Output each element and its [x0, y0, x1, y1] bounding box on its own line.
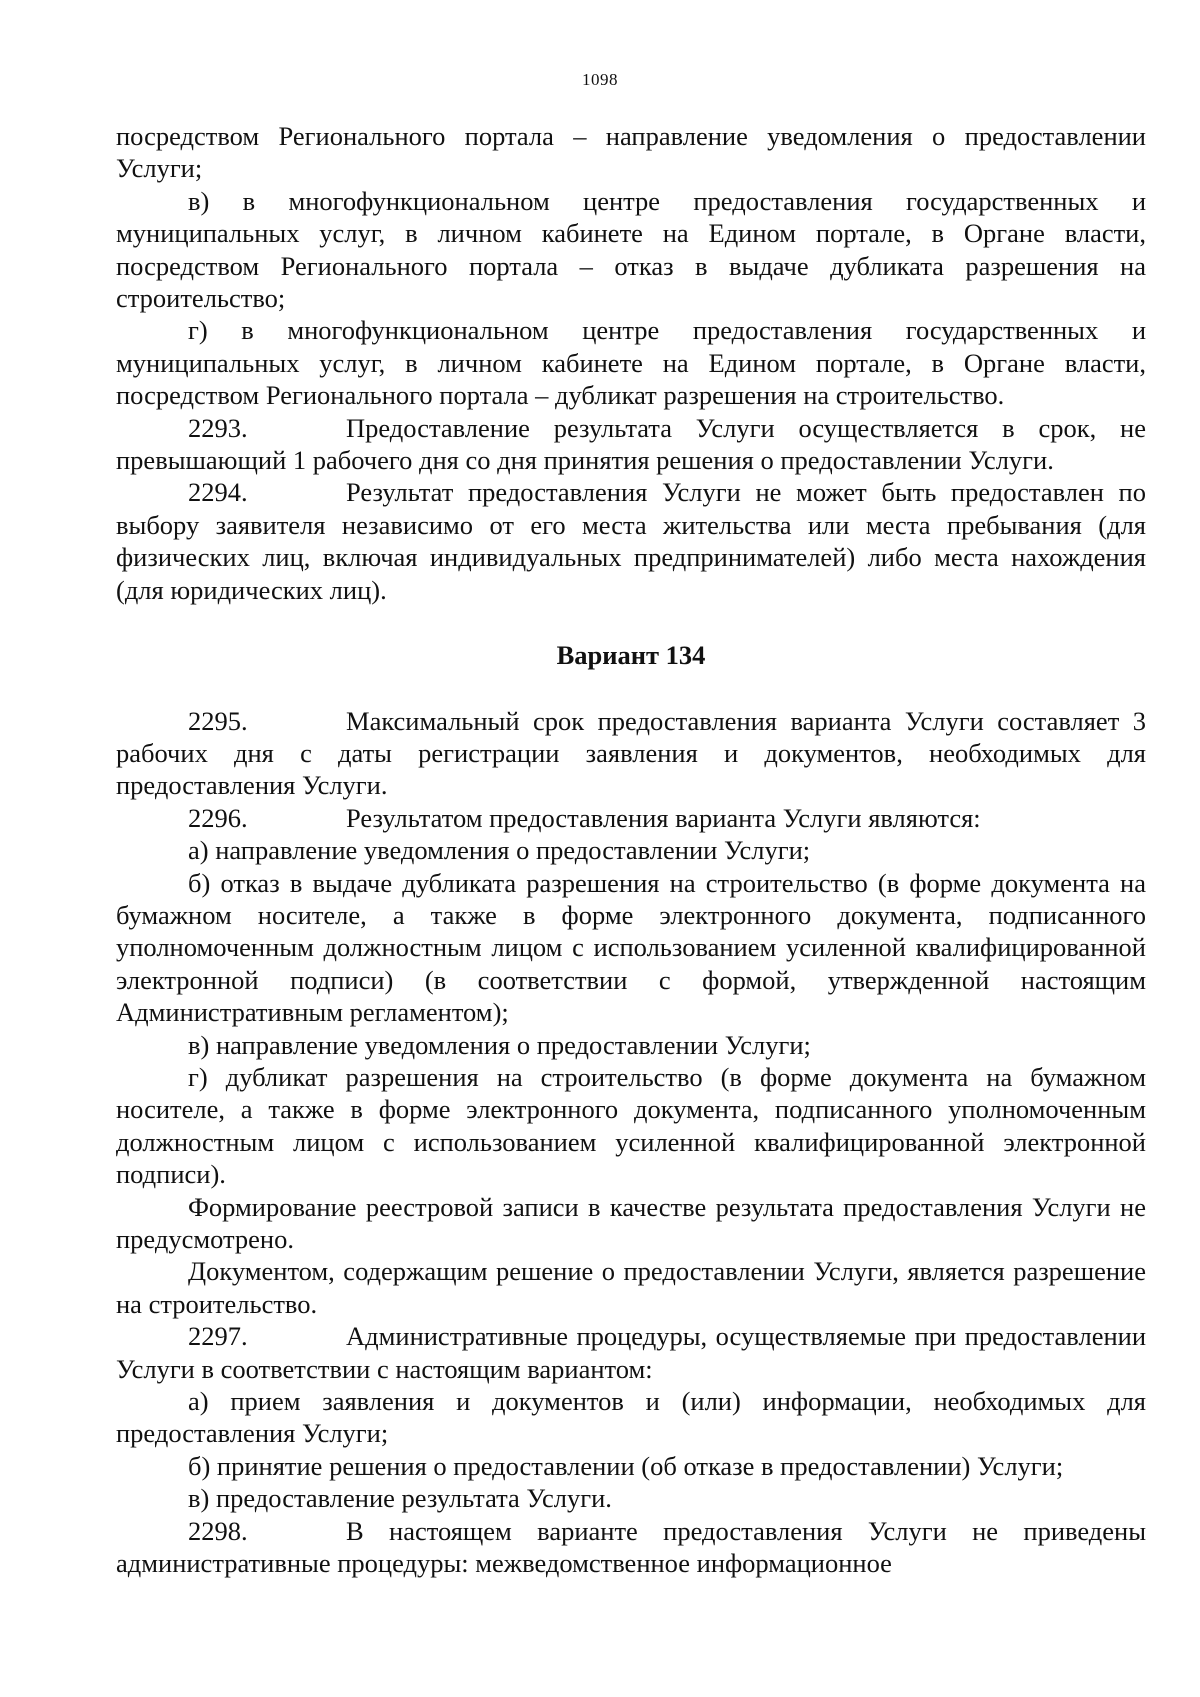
paragraph: в) направление уведомления о предоставлении Услуги;: [188, 1029, 811, 1060]
paragraph-text: Максимальный срок предоставления варианта Услуги составляет 3 рабочих дня с даты регистрации заявления и документов, необходимых для предоставления Услуги.: [116, 705, 1146, 801]
paragraph-text: Предоставление результата Услуги осуществляется в срок, не превышающий 1 рабочего дня со дня принятия решения о предоставлении Услуги.: [116, 412, 1146, 476]
numbered-paragraph: [116, 1515, 1146, 1580]
section-heading: Вариант 134: [556, 640, 706, 671]
paragraph-text: Результатом предоставления варианта Услуги являются:: [346, 802, 981, 833]
paragraph-number: 2296.: [188, 802, 248, 833]
paragraph: Документом, содержащим решение о предоставлении Услуги, является разрешение на строительство.: [116, 1256, 1146, 1319]
paragraph: г) дубликат разрешения на строительство (в форме документа на бумажном носителе, а также в форме электронного документа, подписанного уполномоченным должностным лицом с использованием усиленной квалифицированной электронной подписи).: [116, 1061, 1146, 1190]
numbered-paragraph: [116, 802, 1146, 834]
paragraph-text: Административные процедуры, осуществляемые при предоставлении Услуги в соответствии с настоящим вариантом:: [116, 1321, 1146, 1384]
paragraph: а) прием заявления и документов и (или) информации, необходимых для предоставления Услуги;: [116, 1386, 1146, 1449]
paragraph-number: 2298.: [188, 1515, 248, 1546]
paragraph-text: Результат предоставления Услуги не может быть предоставлен по выбору заявителя независимо от его места жительства или места пребывания (для физических лиц, включая индивидуальных предпринимателей) либо места нахождения (для юридических лиц).: [116, 477, 1146, 605]
paragraph: посредством Регионального портала – направление уведомления о предоставлении Услуги;: [116, 121, 1146, 184]
page-number: 1098: [582, 70, 618, 89]
paragraph: б) принятие решения о предоставлении (об отказе в предоставлении) Услуги;: [188, 1450, 1064, 1481]
paragraph: Формирование реестровой записи в качестве результата предоставления Услуги не предусмотрено.: [116, 1191, 1146, 1254]
paragraph-number: 2297.: [188, 1321, 248, 1352]
numbered-paragraph: [116, 412, 1146, 477]
numbered-paragraph: [116, 476, 1146, 606]
paragraph: г) в многофункциональном центре предоставления государственных и муниципальных услуг, в личном кабинете на Едином портале, в Органе власти, посредством Регионального портала – дубликат разрешения на строительство.: [116, 315, 1146, 411]
paragraph-number: 2295.: [188, 705, 248, 736]
paragraph-text: В настоящем варианте предоставления Услуги не приведены административные процедуры: межведомственное информационное: [116, 1515, 1146, 1579]
paragraph-number: 2293.: [188, 412, 248, 443]
numbered-paragraph: [116, 1320, 1146, 1385]
paragraph: в) предоставление результата Услуги.: [188, 1483, 612, 1514]
paragraph-number: 2294.: [188, 477, 248, 508]
document-body: [116, 120, 1146, 1579]
paragraph: а) направление уведомления о предоставлении Услуги;: [188, 835, 811, 866]
numbered-paragraph: [116, 705, 1146, 802]
paragraph: б) отказ в выдаче дубликата разрешения на строительство (в форме документа на бумажном носителе, а также в форме электронного документа, подписанного уполномоченным должностным лицом с использованием усиленной квалифицированной электронной подписи) (в соответствии с формой, утвержденной настоящим Административным регламентом);: [116, 867, 1146, 1028]
paragraph: в) в многофункциональном центре предоставления государственных и муниципальных услуг, в личном кабинете на Едином портале, в Органе власти, посредством Регионального портала – отказ в выдаче дубликата разрешения на строительство;: [116, 185, 1146, 314]
